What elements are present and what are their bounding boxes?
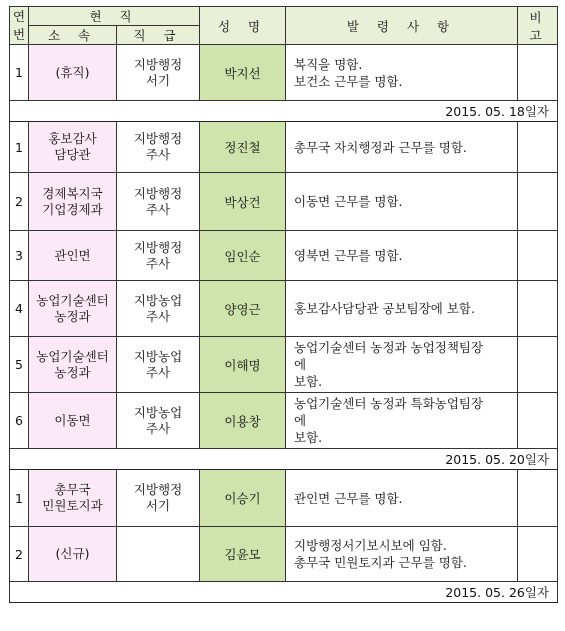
header-department: 소 속 — [29, 26, 117, 45]
department-cell: 농업기술센터 농정과 — [29, 337, 117, 393]
header-serial-no: 연 번 — [10, 7, 29, 45]
header-note: 비 고 — [518, 7, 558, 45]
note-cell — [518, 393, 558, 449]
header-rank: 직 급 — [117, 26, 200, 45]
department-cell: (신규) — [29, 527, 117, 582]
order-cell: 농업기술센터 농정과 특화농업팀장 에 보함. — [286, 393, 518, 449]
rank-cell: 지방행정 주사 — [117, 122, 200, 173]
note-cell — [518, 45, 558, 101]
department-cell: 총무국 민원토지과 — [29, 470, 117, 527]
rank-cell: 지방행정 서기 — [117, 45, 200, 101]
serial-no-cell: 5 — [10, 337, 29, 393]
note-cell — [518, 122, 558, 173]
header-order: 발 령 사 항 — [286, 7, 518, 45]
note-cell — [518, 337, 558, 393]
order-cell: 관인면 근무를 명함. — [286, 470, 518, 527]
header-name: 성 명 — [200, 7, 286, 45]
rank-cell: 지방행정 주사 — [117, 173, 200, 231]
order-cell: 총무국 자치행정과 근무를 명함. — [286, 122, 518, 173]
department-cell: 관인면 — [29, 231, 117, 281]
rank-cell: 지방농업 주사 — [117, 393, 200, 449]
serial-no-cell: 2 — [10, 527, 29, 582]
serial-no-cell: 3 — [10, 231, 29, 281]
rank-cell: 지방행정 주사 — [117, 231, 200, 281]
table-body — [10, 7, 558, 603]
header-current-position: 현 직 — [29, 7, 200, 26]
note-cell — [518, 173, 558, 231]
name-cell: 박지선 — [200, 45, 286, 101]
serial-no-cell: 4 — [10, 281, 29, 337]
order-cell: 영북면 근무를 명함. — [286, 231, 518, 281]
table-row — [10, 393, 558, 449]
effective-date-row — [10, 582, 558, 603]
serial-no-cell: 1 — [10, 122, 29, 173]
serial-no-cell: 6 — [10, 393, 29, 449]
order-cell: 지방행정서기보시보에 임함. 총무국 민원토지과 근무를 명함. — [286, 527, 518, 582]
rank-cell: 지방농업 주사 — [117, 337, 200, 393]
order-cell: 홍보감사담당관 공보팀장에 보함. — [286, 281, 518, 337]
rank-cell — [117, 527, 200, 582]
department-cell: 경제복지국 기업경제과 — [29, 173, 117, 231]
table-row — [10, 470, 558, 527]
department-cell: 이동면 — [29, 393, 117, 449]
table-row — [10, 231, 558, 281]
note-cell — [518, 470, 558, 527]
table-row — [10, 45, 558, 101]
effective-date-row — [10, 449, 558, 470]
name-cell: 이용창 — [200, 393, 286, 449]
name-cell: 양영근 — [200, 281, 286, 337]
serial-no-cell: 1 — [10, 45, 29, 101]
note-cell — [518, 231, 558, 281]
header-row-1 — [10, 7, 558, 26]
table-row — [10, 122, 558, 173]
table-row — [10, 337, 558, 393]
table-row — [10, 173, 558, 231]
serial-no-cell: 1 — [10, 470, 29, 527]
table-row — [10, 527, 558, 582]
order-cell: 농업기술센터 농정과 농업정책팀장 에 보함. — [286, 337, 518, 393]
serial-no-cell: 2 — [10, 173, 29, 231]
rank-cell: 지방농업 주사 — [117, 281, 200, 337]
order-cell: 이동면 근무를 명함. — [286, 173, 518, 231]
personnel-order-table — [9, 6, 558, 603]
name-cell: 이승기 — [200, 470, 286, 527]
effective-date: 2015. 05. 18일자 — [10, 101, 558, 122]
note-cell — [518, 281, 558, 337]
name-cell: 임인순 — [200, 231, 286, 281]
department-cell: 홍보감사 담당관 — [29, 122, 117, 173]
department-cell: 농업기술센터 농정과 — [29, 281, 117, 337]
effective-date: 2015. 05. 26일자 — [10, 582, 558, 603]
effective-date: 2015. 05. 20일자 — [10, 449, 558, 470]
table-row — [10, 281, 558, 337]
effective-date-row — [10, 101, 558, 122]
order-cell: 복직을 명함. 보건소 근무를 명함. — [286, 45, 518, 101]
department-cell: (휴직) — [29, 45, 117, 101]
name-cell: 정진철 — [200, 122, 286, 173]
name-cell: 김윤모 — [200, 527, 286, 582]
note-cell — [518, 527, 558, 582]
name-cell: 박상건 — [200, 173, 286, 231]
rank-cell: 지방행정 서기 — [117, 470, 200, 527]
name-cell: 이해명 — [200, 337, 286, 393]
